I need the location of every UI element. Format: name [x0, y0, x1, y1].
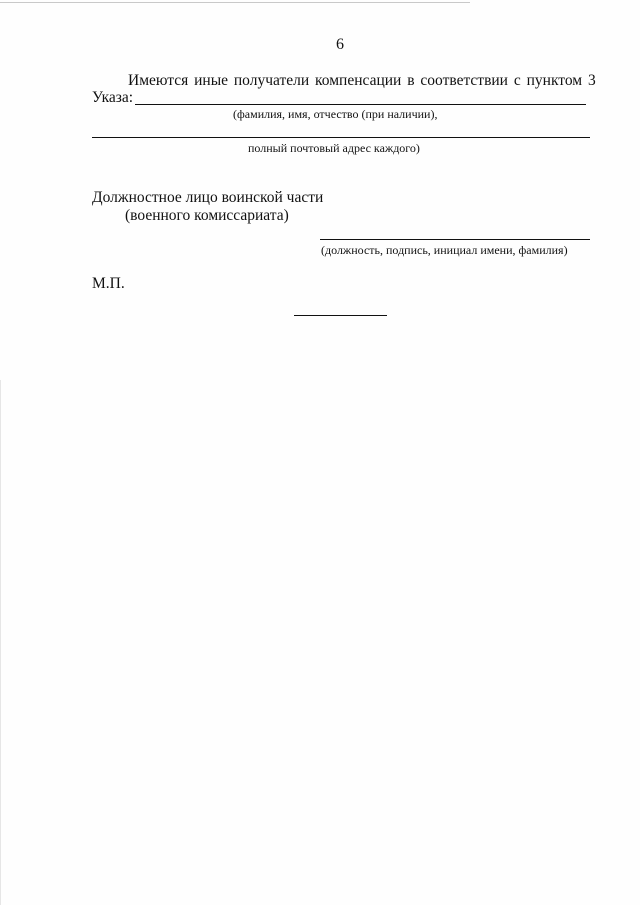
signature-caption: (должность, подпись, инициал имени, фамилия) — [321, 243, 568, 257]
ukaz-label: Указа: — [92, 89, 134, 106]
scan-left-edge — [0, 380, 1, 905]
address-fill-line — [92, 137, 590, 138]
fio-fill-line — [135, 104, 586, 105]
fio-caption: (фамилия, имя, отчество (при наличии), — [233, 107, 438, 121]
page-number: 6 — [336, 36, 344, 53]
official-title: Должностное лицо воинской части — [92, 189, 324, 206]
intro-text: Имеются иные получатели компенсации в соответствии с пунктом 3 — [128, 72, 596, 89]
address-caption: полный почтовый адрес каждого) — [248, 141, 420, 155]
official-subtitle: (военного комиссариата) — [125, 207, 289, 224]
stamp-label: М.П. — [92, 275, 125, 292]
top-border-line — [0, 2, 470, 3]
end-divider-line — [294, 315, 387, 316]
signature-fill-line — [320, 239, 590, 240]
